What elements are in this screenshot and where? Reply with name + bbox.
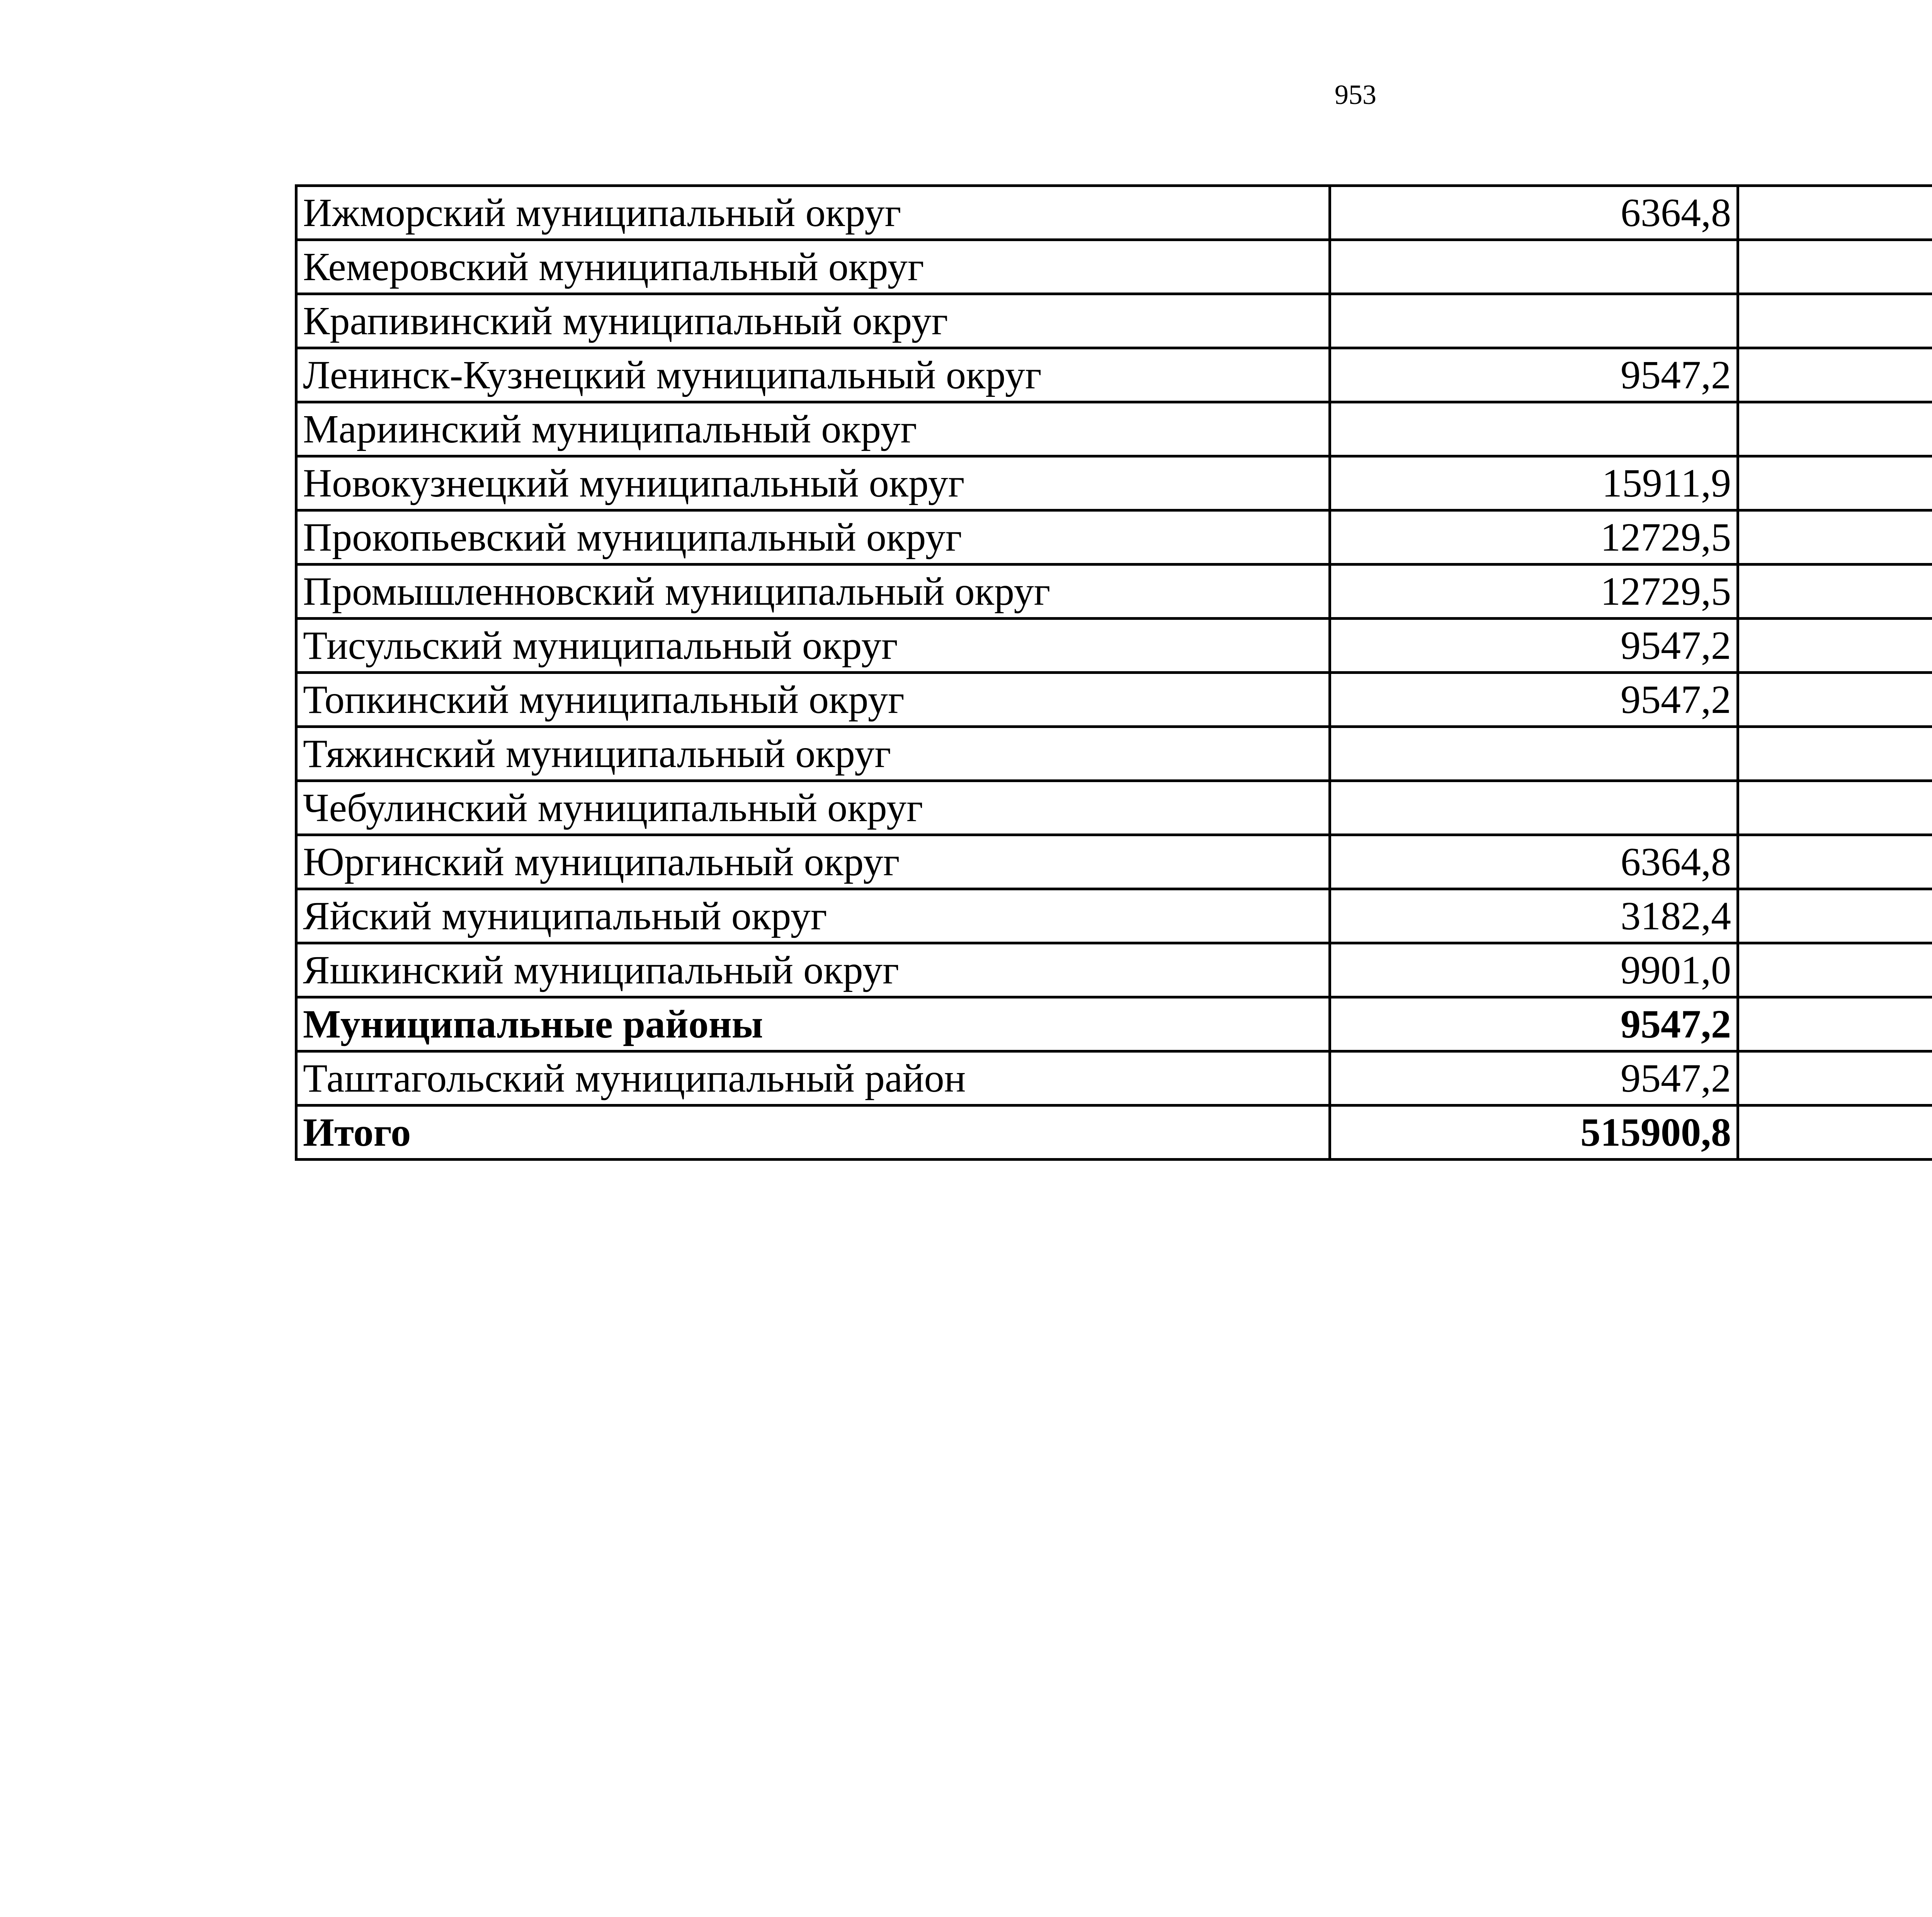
municipality-name: Прокопьевский муниципальный округ (296, 510, 1330, 565)
table-row (296, 889, 1932, 943)
section-name: Муниципальные районы (296, 997, 1330, 1051)
table-row (296, 240, 1932, 294)
table-row (296, 943, 1932, 997)
value-col-2 (1738, 781, 1932, 835)
municipality-name: Новокузнецкий муниципальный округ (296, 456, 1330, 510)
table-body (296, 186, 1932, 1160)
total-col-1: 515900,8 (1330, 1106, 1738, 1160)
table-row (296, 835, 1932, 889)
value-col-1 (1330, 294, 1738, 348)
municipality-name: Ижморский муниципальный округ (296, 186, 1330, 240)
value-col-1 (1330, 240, 1738, 294)
value-col-2 (1738, 673, 1932, 727)
value-col-2 (1738, 456, 1932, 510)
table-row (296, 294, 1932, 348)
municipality-name: Юргинский муниципальный округ (296, 835, 1330, 889)
municipality-name: Чебулинский муниципальный округ (296, 781, 1330, 835)
value-col-1: 6364,8 (1330, 835, 1738, 889)
value-col-1: 9547,2 (1330, 997, 1738, 1051)
value-col-2 (1738, 1051, 1932, 1106)
table-row (296, 727, 1932, 781)
municipality-name: Тяжинский муниципальный округ (296, 727, 1330, 781)
municipality-name: Яшкинский муниципальный округ (296, 943, 1330, 997)
value-col-2 (1738, 943, 1932, 997)
total-label: Итого (296, 1106, 1330, 1160)
value-col-2 (1738, 294, 1932, 348)
table-row (296, 781, 1932, 835)
value-col-2 (1738, 402, 1932, 456)
table-row (296, 348, 1932, 402)
table-row (296, 673, 1932, 727)
value-col-2 (1738, 186, 1932, 240)
table-row (296, 186, 1932, 240)
value-col-1: 9547,2 (1330, 1051, 1738, 1106)
value-col-2 (1738, 510, 1932, 565)
value-col-2 (1738, 619, 1932, 673)
table-row (296, 1051, 1932, 1106)
value-col-1: 9547,2 (1330, 673, 1738, 727)
value-col-2 (1738, 997, 1932, 1051)
total-col-2 (1738, 1106, 1932, 1160)
value-col-1: 6364,8 (1330, 186, 1738, 240)
municipality-name: Тисульский муниципальный округ (296, 619, 1330, 673)
value-col-1: 9547,2 (1330, 619, 1738, 673)
municipality-name: Таштагольский муниципальный район (296, 1051, 1330, 1106)
municipality-name: Ленинск-Кузнецкий муниципальный округ (296, 348, 1330, 402)
value-col-1: 15911,9 (1330, 456, 1738, 510)
budget-table (295, 184, 1932, 1161)
value-col-2 (1738, 727, 1932, 781)
value-col-1: 3182,4 (1330, 889, 1738, 943)
page-number: 953 (1335, 79, 1376, 110)
table-row (296, 402, 1932, 456)
municipality-name: Крапивинский муниципальный округ (296, 294, 1330, 348)
municipality-name: Кемеровский муниципальный округ (296, 240, 1330, 294)
municipality-name: Промышленновский муниципальный округ (296, 565, 1330, 619)
total-row (296, 1106, 1932, 1160)
value-col-2 (1738, 348, 1932, 402)
table-row (296, 456, 1932, 510)
municipality-name: Яйский муниципальный округ (296, 889, 1330, 943)
value-col-1: 9901,0 (1330, 943, 1738, 997)
table-row (296, 565, 1932, 619)
section-header-row (296, 997, 1932, 1051)
municipality-name: Топкинский муниципальный округ (296, 673, 1330, 727)
value-col-1 (1330, 727, 1738, 781)
value-col-1 (1330, 781, 1738, 835)
value-col-1: 9547,2 (1330, 348, 1738, 402)
value-col-1: 12729,5 (1330, 510, 1738, 565)
value-col-2 (1738, 240, 1932, 294)
table-row (296, 619, 1932, 673)
value-col-2 (1738, 835, 1932, 889)
value-col-1 (1330, 402, 1738, 456)
value-col-2 (1738, 565, 1932, 619)
table-row (296, 510, 1932, 565)
value-col-2 (1738, 889, 1932, 943)
value-col-1: 12729,5 (1330, 565, 1738, 619)
municipality-name: Мариинский муниципальный округ (296, 402, 1330, 456)
